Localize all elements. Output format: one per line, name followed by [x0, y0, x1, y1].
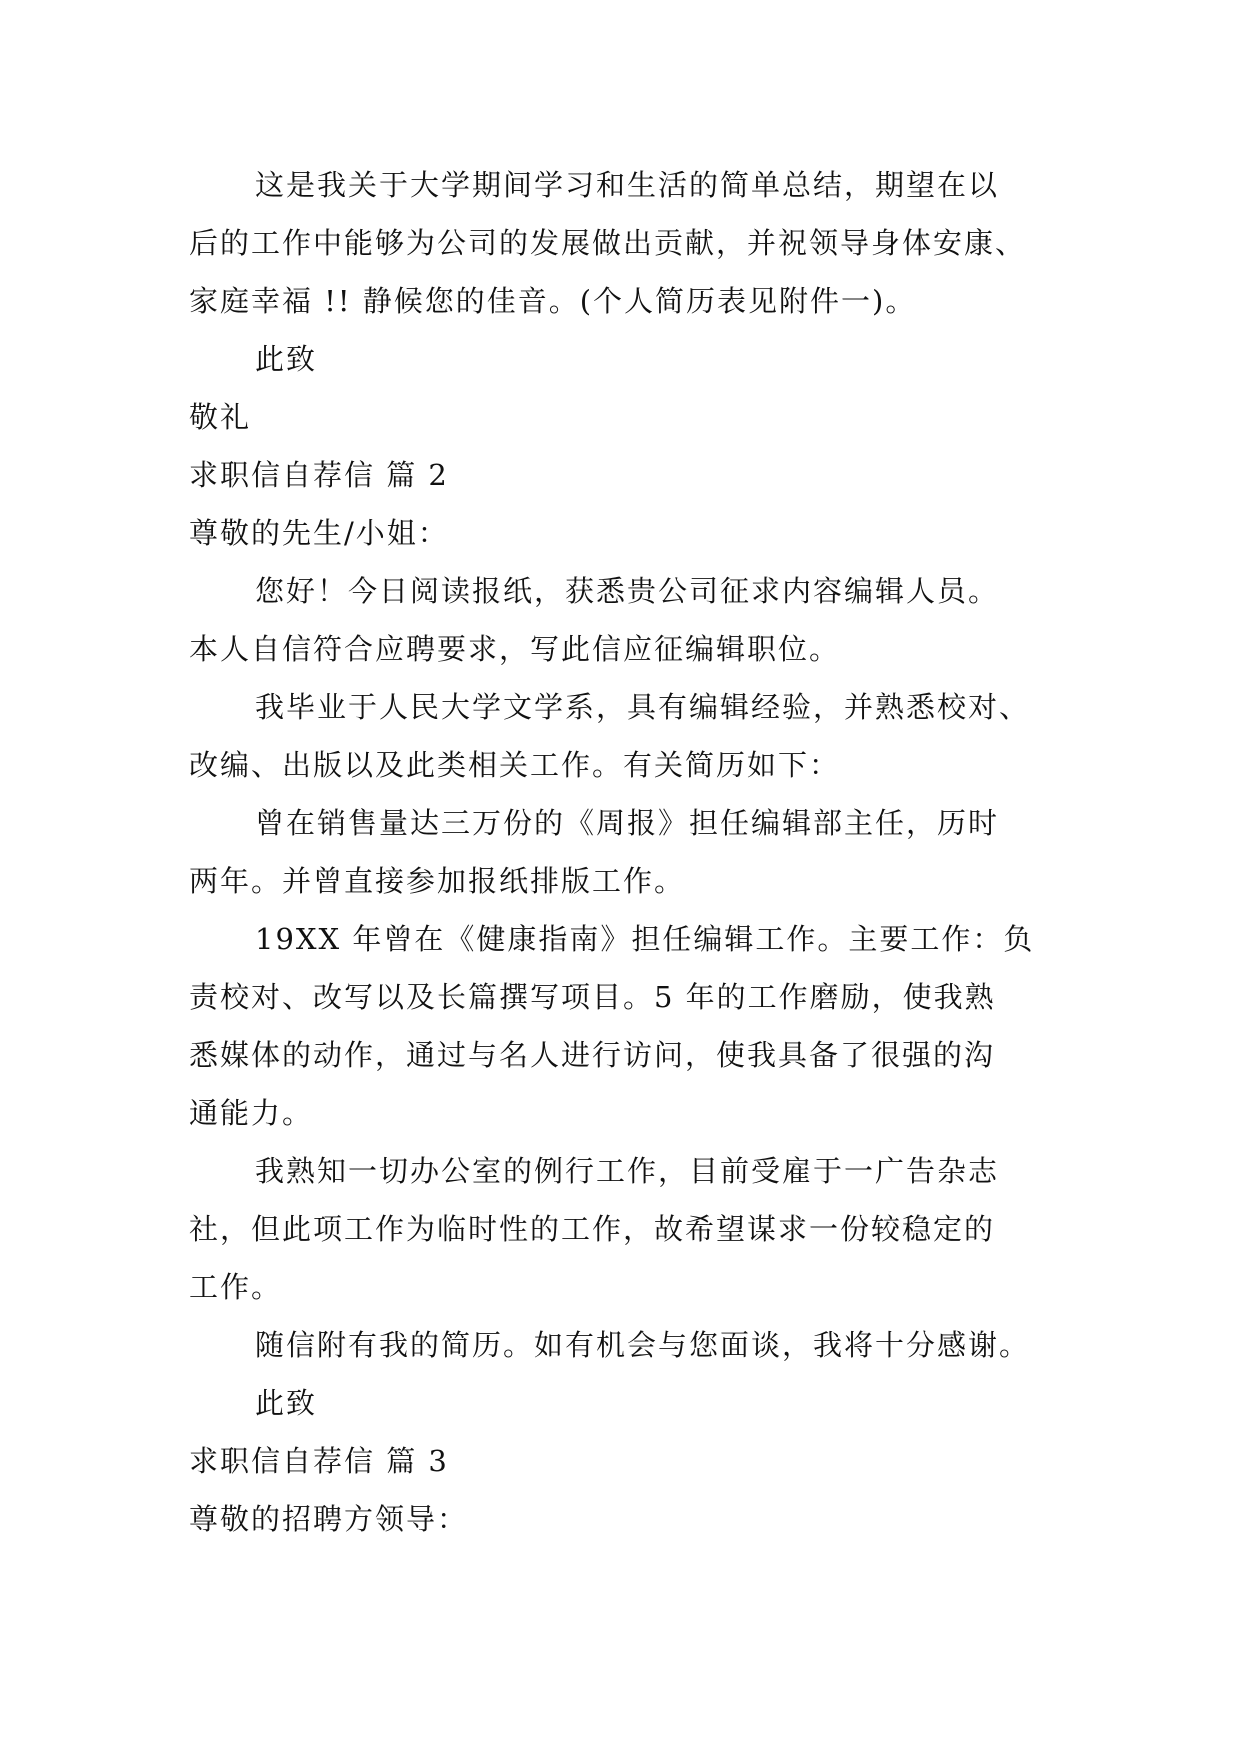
paragraph-line: 随信附有我的简历。如有机会与您面谈，我将十分感谢。 — [255, 1328, 1031, 1362]
paragraph-line: 悉媒体的动作，通过与名人进行访问，使我具备了很强的沟 — [189, 1038, 996, 1072]
paragraph-line: 责校对、改写以及长篇撰写项目。5 年的工作磨励，使我熟 — [189, 980, 996, 1014]
paragraph-line: 我毕业于人民大学文学系，具有编辑经验，并熟悉校对、 — [255, 690, 1031, 724]
paragraph-line: 曾在销售量达三万份的《周报》担任编辑部主任，历时 — [255, 806, 1000, 840]
section-heading: 求职信自荐信 篇 3 — [189, 1444, 449, 1478]
paragraph-line: 社，但此项工作为临时性的工作，故希望谋求一份较稳定的 — [189, 1212, 996, 1246]
section-heading: 求职信自荐信 篇 2 — [189, 458, 449, 492]
paragraph-line: 两年。并曾直接参加报纸排版工作。 — [189, 864, 686, 898]
paragraph-line: 工作。 — [189, 1270, 283, 1304]
paragraph-line: 本人自信符合应聘要求，写此信应征编辑职位。 — [189, 632, 841, 666]
greeting: 尊敬的先生/小姐： — [189, 516, 449, 550]
paragraph-line: 19XX 年曾在《健康指南》担任编辑工作。主要工作：负 — [255, 922, 1035, 956]
paragraph-line: 家庭幸福 !! 静候您的佳音。(个人简历表见附件一)。 — [189, 284, 917, 318]
closing-salutation: 此致 — [255, 1386, 318, 1420]
greeting: 尊敬的招聘方领导： — [189, 1502, 469, 1536]
paragraph-line: 改编、出版以及此类相关工作。有关简历如下： — [189, 748, 841, 782]
paragraph-line: 后的工作中能够为公司的发展做出贡献，并祝领导身体安康、 — [189, 226, 1027, 260]
paragraph-line: 我熟知一切办公室的例行工作，目前受雇于一广告杂志 — [255, 1154, 1000, 1188]
paragraph-line: 通能力。 — [189, 1096, 314, 1130]
paragraph-line: 这是我关于大学期间学习和生活的简单总结，期望在以 — [255, 168, 1000, 202]
closing-regards: 敬礼 — [189, 400, 252, 434]
closing-salutation: 此致 — [255, 342, 318, 376]
paragraph-line: 您好！今日阅读报纸，获悉贵公司征求内容编辑人员。 — [255, 574, 1000, 608]
